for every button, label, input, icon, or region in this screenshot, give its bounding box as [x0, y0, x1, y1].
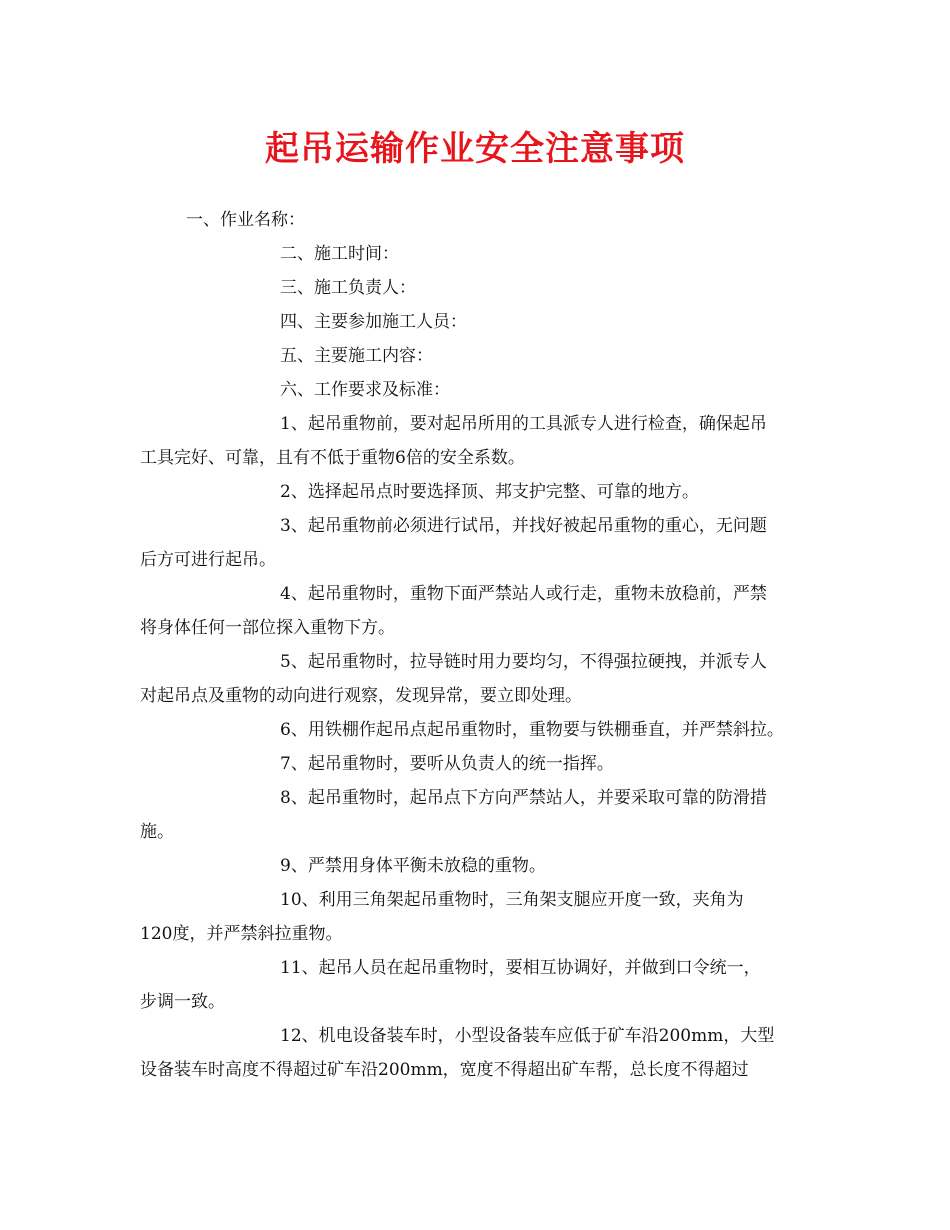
requirement-line: 1、起吊重物前，要对起吊所用的工具派专人进行检查，确保起吊	[280, 414, 767, 434]
section-job-name: 一、作业名称：	[186, 210, 305, 230]
section-construction-time: 二、施工时间：	[280, 244, 399, 264]
requirement-line: 工具完好、可靠，且有不低于重物6倍的安全系数。	[140, 448, 525, 468]
section-requirements-heading: 六、工作要求及标准：	[280, 380, 450, 400]
requirement-line: 10、利用三角架起吊重物时，三角架支腿应开度一致，夹角为	[280, 890, 744, 910]
requirement-line: 11、起吊人员在起吊重物时，要相互协调好，并做到口令统一，	[280, 958, 761, 978]
section-main-personnel: 四、主要参加施工人员：	[280, 312, 467, 332]
requirement-line: 4、起吊重物时，重物下面严禁站人或行走，重物未放稳前，严禁	[280, 584, 767, 604]
requirement-line: 2、选择起吊点时要选择顶、邦支护完整、可靠的地方。	[280, 482, 699, 502]
requirement-line: 8、起吊重物时，起吊点下方向严禁站人，并要采取可靠的防滑措	[280, 788, 767, 808]
section-main-content: 五、主要施工内容：	[280, 346, 433, 366]
section-person-in-charge: 三、施工负责人：	[280, 278, 416, 298]
requirement-line: 5、起吊重物时，拉导链时用力要均匀，不得强拉硬拽，并派专人	[280, 652, 767, 672]
requirement-line: 将身体任何一部位探入重物下方。	[140, 618, 395, 638]
requirement-line: 设备装车时高度不得超过矿车沿200mm，宽度不得超出矿车帮，总长度不得超过	[140, 1060, 749, 1080]
requirement-line: 施。	[140, 822, 174, 842]
requirement-line: 步调一致。	[140, 992, 225, 1012]
requirement-line: 120度，并严禁斜拉重物。	[140, 924, 343, 944]
requirement-line: 7、起吊重物时，要听从负责人的统一指挥。	[280, 754, 614, 774]
requirement-line: 后方可进行起吊。	[140, 550, 276, 570]
requirement-line: 9、严禁用身体平衡未放稳的重物。	[280, 856, 546, 876]
document-body	[140, 203, 815, 1087]
document-title: 起吊运输作业安全注意事项	[265, 129, 685, 169]
requirement-line: 12、机电设备装车时，小型设备装车应低于矿车沿200mm，大型	[280, 1026, 775, 1046]
requirement-line: 6、用铁棚作起吊点起吊重物时，重物要与铁棚垂直，并严禁斜拉。	[280, 720, 784, 740]
requirement-line: 对起吊点及重物的动向进行观察，发现异常，要立即处理。	[140, 686, 582, 706]
requirement-line: 3、起吊重物前必须进行试吊，并找好被起吊重物的重心，无问题	[280, 516, 767, 536]
